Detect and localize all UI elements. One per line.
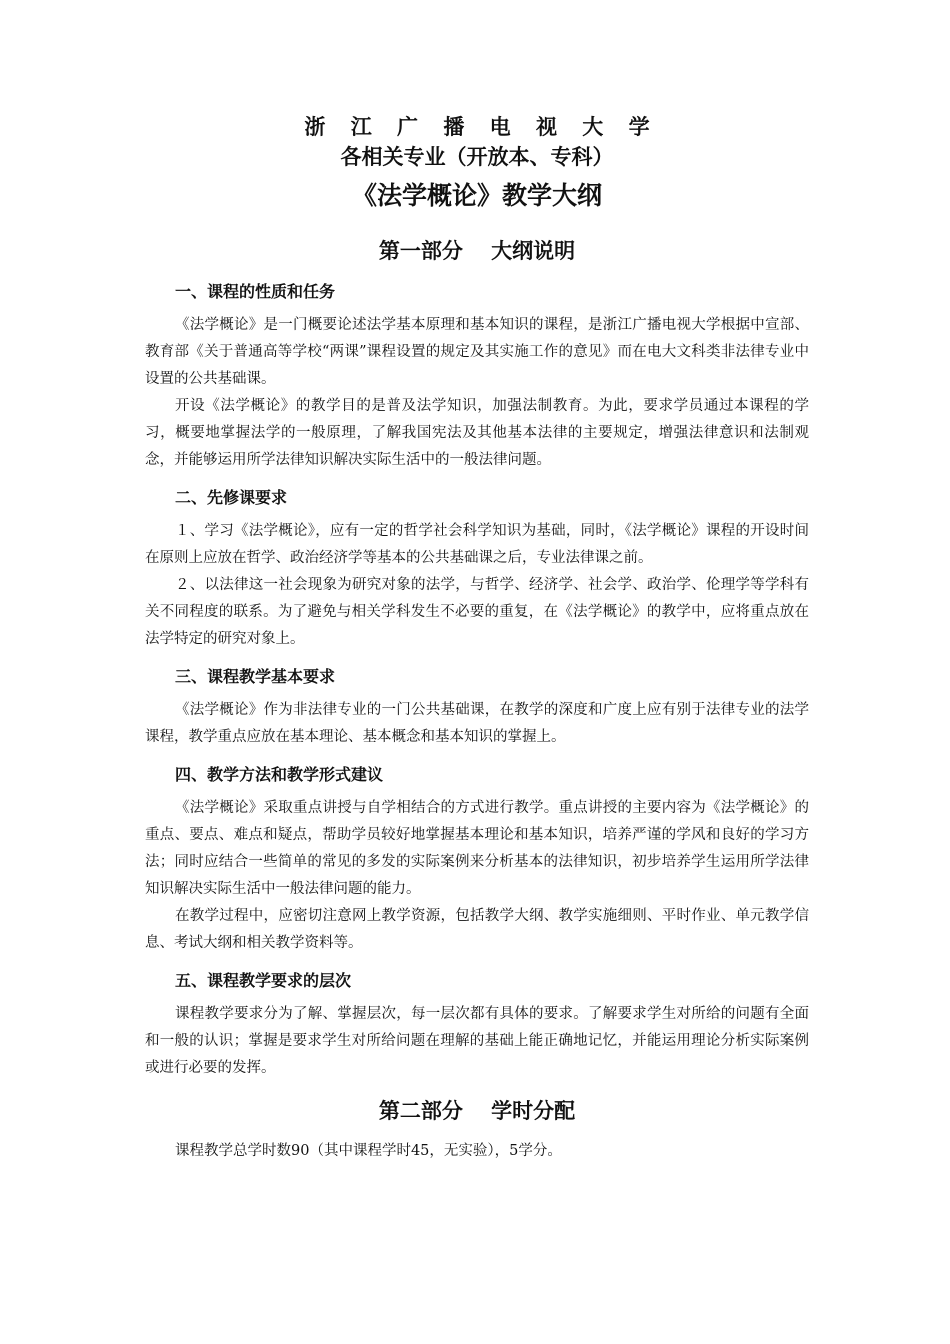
paragraph: 开设《法学概论》的教学目的是普及法学知识，加强法制教育。为此，要求学员通过本课程的学习，概要地掌握法学的一般原理，了解我国宪法及其他基本法律的主要规定，增强法律意识和法制观念，并能够运用所学法律知识解决实际生活中的一般法律问题。 xyxy=(145,398,809,468)
section-heading: 三、课程教学基本要求 xyxy=(175,667,336,686)
section-prerequisites xyxy=(145,486,809,653)
paragraph: 课程教学要求分为了解、掌握层次，每一层次都有具体的要求。了解要求学生对所给的问题有全面和一般的认识；掌握是要求学生对所给问题在理解的基础上能正确地记忆，并能运用理论分析实际案例或进行必要的发挥。 xyxy=(145,1006,809,1076)
paragraph: 《法学概论》是一门概要论述法学基本原理和基本知识的课程，是浙江广播电视大学根据中宣部、教育部《关于普通高等学校“两课”课程设置的规定及其实施工作的意见》而在电大文科类非法律专业中设置的公共基础课。 xyxy=(145,317,809,387)
course-title: 《法学概论》教学大纲 xyxy=(351,181,602,210)
paragraph: 课程教学总学时数90（其中课程学时45，无实验），5学分。 xyxy=(175,1143,562,1159)
part2-title: 第二部分 学时分配 xyxy=(378,1099,576,1123)
section-teaching-methods xyxy=(145,763,809,957)
section-heading: 二、先修课要求 xyxy=(175,488,288,507)
document-page xyxy=(145,112,809,1165)
section-requirement-levels xyxy=(145,969,809,1082)
section-basic-requirements xyxy=(145,665,809,751)
paragraph: 《法学概论》采取重点讲授与自学相结合的方式进行教学。重点讲授的主要内容为《法学概论》的重点、要点、难点和疑点，帮助学员较好地掌握基本理论和基本知识，培养严谨的学风和良好的学习方法；同时应结合一些简单的常见的多发的实际案例来分析基本的法律知识，初步培养学生运用所学法律知识解决实际生活中一般法律问题的能力。 xyxy=(145,800,809,897)
part1-title: 第一部分 大纲说明 xyxy=(378,239,576,263)
section-heading: 五、课程教学要求的层次 xyxy=(175,971,352,990)
paragraph: 在教学过程中，应密切注意网上教学资源，包括教学大纲、教学实施细则、平时作业、单元教学信息、考试大纲和相关教学资料等。 xyxy=(145,908,809,951)
paragraph: ２、以法律这一社会现象为研究对象的法学，与哲学、经济学、社会学、政治学、伦理学等学科有关不同程度的联系。为了避免与相关学科发生不必要的重复，在《法学概论》的教学中，应将重点放在法学特定的研究对象上。 xyxy=(145,577,809,647)
majors-line: 各相关专业（开放本、专科） xyxy=(340,145,614,169)
section-heading: 一、课程的性质和任务 xyxy=(175,282,336,301)
paragraph: １、学习《法学概论》，应有一定的哲学社会科学知识为基础，同时，《法学概论》课程的开设时间在原则上应放在哲学、政治经济学等基本的公共基础课之后，专业法律课之前。 xyxy=(145,523,809,566)
section-heading: 四、教学方法和教学形式建议 xyxy=(175,765,384,784)
university-name: 浙 江 广 播 电 视 大 学 xyxy=(304,115,659,139)
paragraph: 《法学概论》作为非法律专业的一门公共基础课，在教学的深度和广度上应有别于法律专业的法学课程，教学重点应放在基本理论、基本概念和基本知识的掌握上。 xyxy=(145,702,809,745)
section-nature-and-tasks xyxy=(145,280,809,474)
